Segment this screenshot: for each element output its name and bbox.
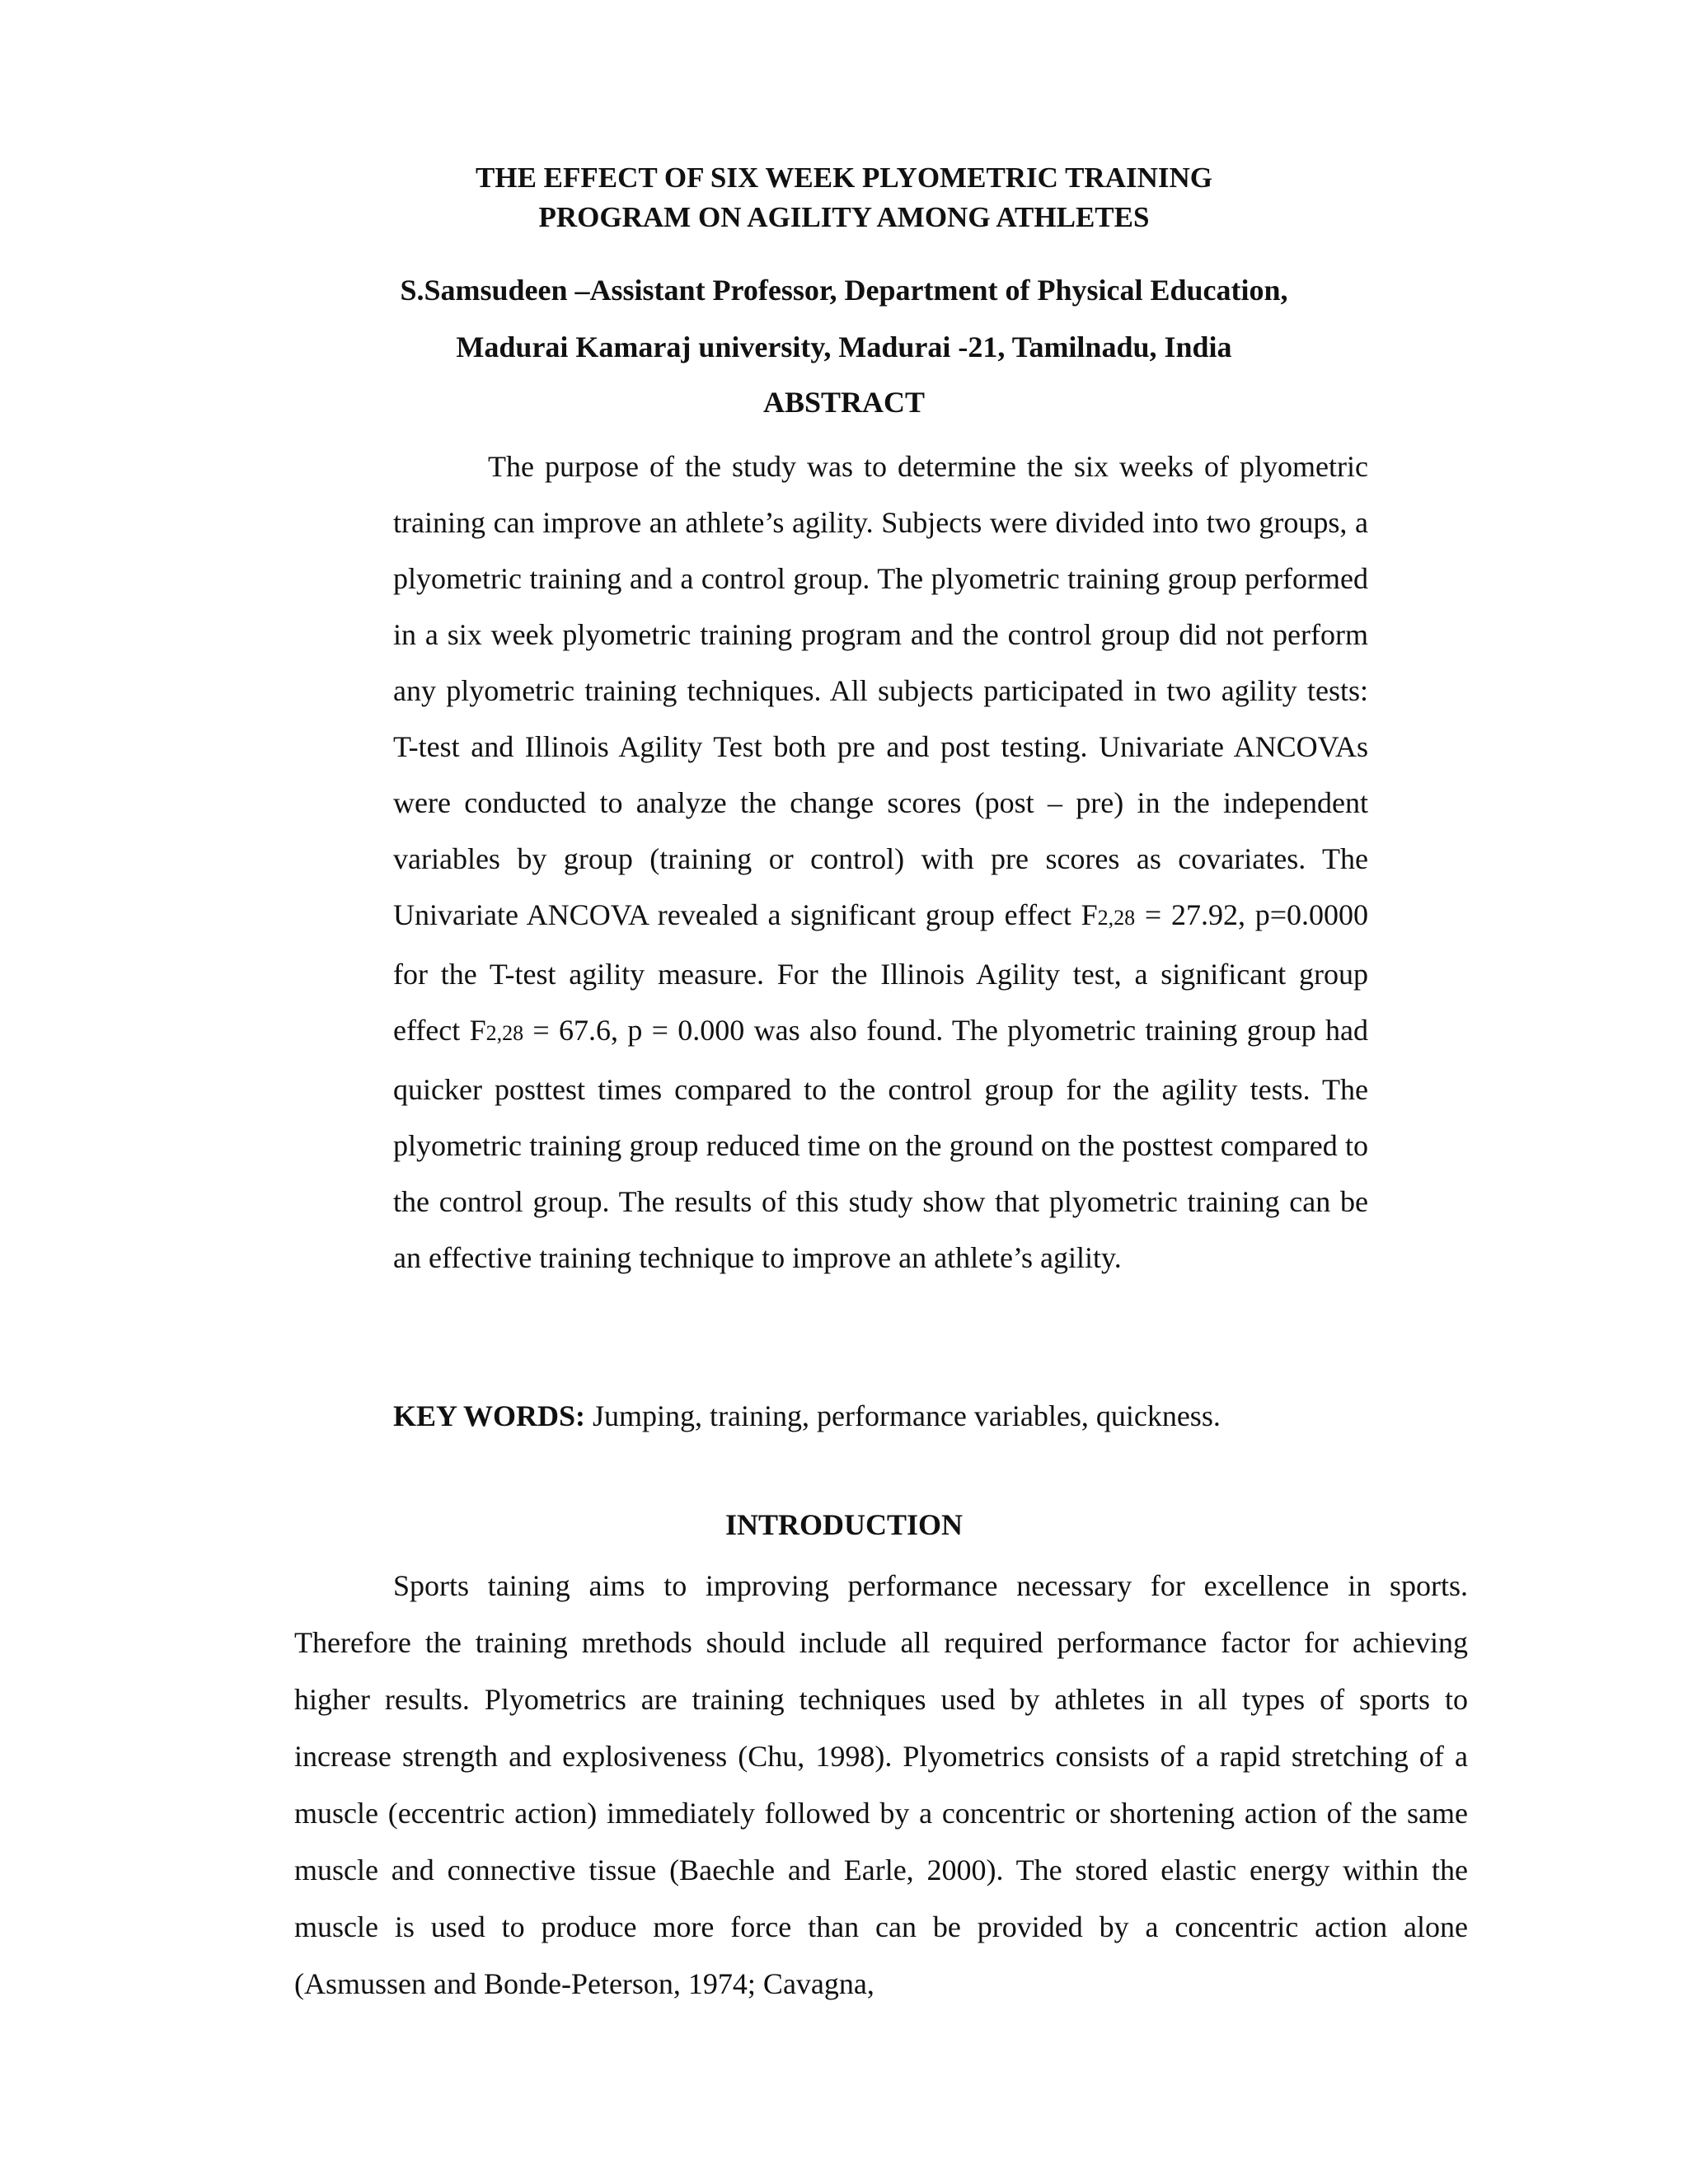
abstract-text-part-2: = 27.92, p=0.0000 for the T-test agility measure. For the Illinois Agility test, a significant group effect F — [393, 898, 1368, 1047]
introduction-heading: INTRODUCTION — [724, 1508, 964, 1541]
introduction-paragraph: Sports taining aims to improving performance necessary for excellence in sports. Therefore the training mrethods should include all required performance factor for achieving higher results. Plyometrics are training techniques used by athletes in all types of sports to increase strength and explosiveness (Chu, 1998). Plyometrics consists of a rapid stretching of a muscle (eccentric action) immediately followed by a concentric or shortening action of the same muscle and connective tissue (Baechle and Earle, 2000). The stored elastic energy within the muscle is used to produce more force than can be provided by a concentric action alone (Asmussen and Bonde-Peterson, 1974; Cavagna, — [294, 1569, 1468, 2000]
abstract-text-part-1: The purpose of the study was to determine the six weeks of plyometric training can improve an athlete’s agility. Subjects were divided into two groups, a plyometric training and a control group. The plyometric training group performed in a six week plyometric training program and the control group did not perform any plyometric training techniques. All subjects participated in two agility tests: T-test and Illinois Agility Test both pre and post testing. Univariate ANCOVAs were conducted to analyze the change scores (post – pre) in the independent variables by group (training or control) with pre scores as covariates. The Univariate ANCOVA revealed a significant group effect F — [393, 450, 1368, 931]
abstract-text-part-3: = 67.6, p = 0.000 was also found. The plyometric training group had quicker posttest times compared to the control group for the agility tests. The plyometric training group reduced time on the ground on the posttest compared to the control group. The results of this study show that plyometric training can be an effective training technique to improve an athlete’s agility. — [393, 1014, 1368, 1274]
keywords-label: KEY WORDS: — [393, 1399, 586, 1432]
author-affiliation-line-2: Madurai Kamaraj university, Madurai -21, Tamilnadu, India — [456, 330, 1232, 363]
author-affiliation-line-1: S.Samsudeen –Assistant Professor, Department of Physical Education, — [400, 274, 1288, 307]
keywords-text: Jumping, training, performance variables, quickness. — [585, 1399, 1221, 1432]
keywords-line — [393, 1396, 1465, 1436]
abstract-heading: ABSTRACT — [762, 386, 926, 419]
abstract-paragraph — [393, 438, 1368, 1286]
paper-title-line-1: THE EFFECT OF SIX WEEK PLYOMETRIC TRAINING — [476, 162, 1212, 194]
paper-title-line-2: PROGRAM ON AGILITY AMONG ATHLETES — [538, 201, 1150, 233]
abstract-subscript-1: 2,28 — [1097, 906, 1136, 930]
abstract-subscript-2: 2,28 — [485, 1021, 524, 1045]
